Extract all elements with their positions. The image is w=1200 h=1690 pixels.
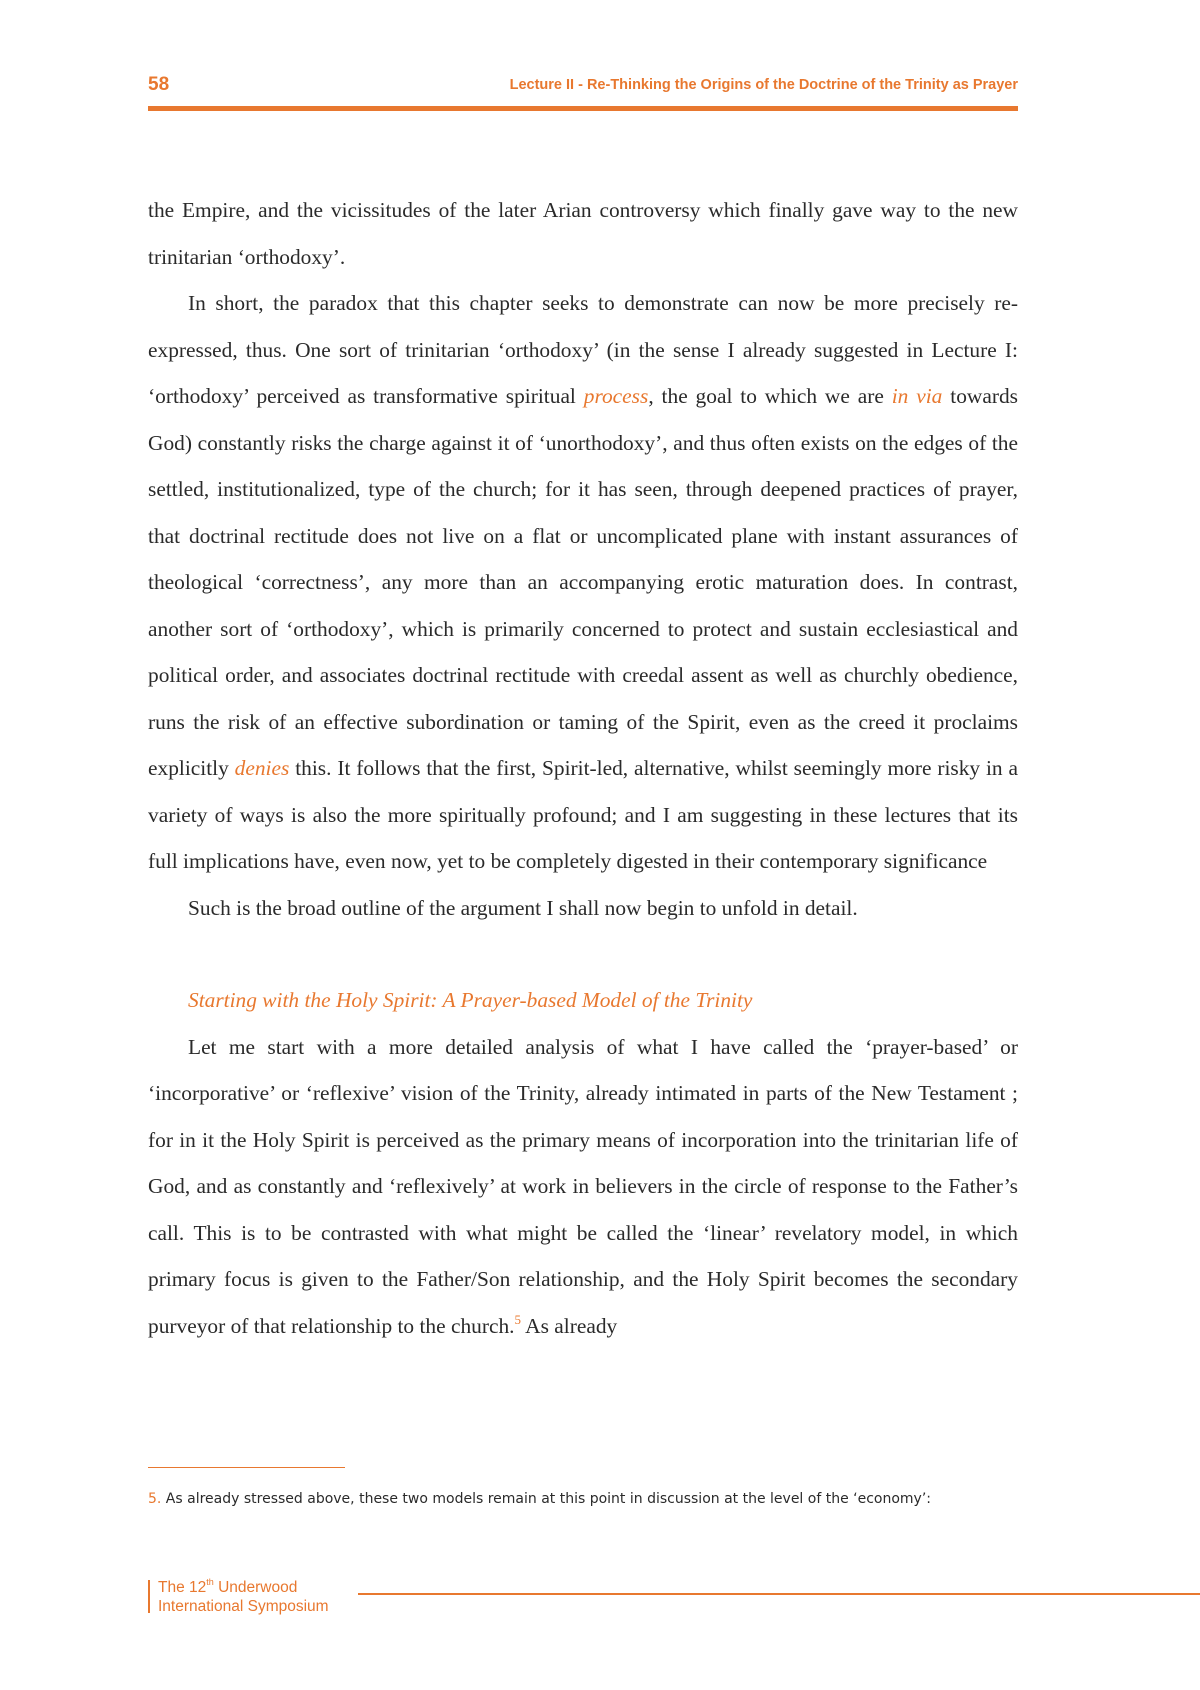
paragraph-4 xyxy=(148,1024,1018,1350)
body-text xyxy=(148,187,1018,1349)
header-divider xyxy=(148,106,1018,111)
paragraph-1: the Empire, and the vicissitudes of the later Arian controversy which finally gave way to the new trinitarian ‘orthodoxy’. xyxy=(148,198,1018,269)
footer-line-2: International Symposium xyxy=(158,1598,329,1615)
footer-accent-bar xyxy=(148,1580,150,1613)
paragraph-2 xyxy=(148,280,1018,885)
footer-divider xyxy=(358,1593,1200,1595)
footer-publication-title xyxy=(158,1578,329,1616)
paragraph-2-text-b: , the goal to which we are xyxy=(648,384,892,408)
running-title: Lecture II - Re-Thinking the Origins of the Doctrine of the Trinity as Prayer xyxy=(509,77,1018,93)
footer-line-1-text: The 12 xyxy=(158,1579,207,1596)
footnote-divider xyxy=(148,1467,345,1468)
footnote-text: As already stressed above, these two models remain at this point in discussion at the level of the ‘economy’: xyxy=(161,1491,931,1507)
footer-ordinal: th xyxy=(206,1577,214,1587)
page-header xyxy=(148,74,1018,104)
paragraph-4-text-a: Let me start with a more detailed analysis of what I have called the ‘prayer-based’ or ‘incorporative’ or ‘reflexive’ vision of the Trinity, already intimated in parts of the New Testament ; for in it the Holy Spirit is perceived as the primary means of incorporation into the trinitarian life of God, and as constantly and ‘reflexively’ at work in believers in the circle of response to the Father’s call. This is to be contrasted with what might be called the ‘linear’ revelatory model, in which primary focus is given to the Father/Son relationship, and the Holy Spirit becomes the secondary purveyor of that relationship to the church. xyxy=(148,1034,1018,1338)
emphasis-process: process xyxy=(583,384,649,408)
paragraph-4-text-b: As already xyxy=(521,1313,618,1338)
emphasis-in-via: in via xyxy=(891,384,943,408)
paragraph-2-text-c: towards God) constantly risks the charge against it of ‘unorthodoxy’, and thus often exists on the edges of the settled, institutionalized, type of the church; for it has seen, through deepened practices of prayer, that doctrinal rectitude does not live on a flat or uncomplicated plane with instant assurances of theological ‘correctness’, any more than an accompanying erotic maturation does. In contrast, another sort of ‘orthodoxy’, which is primarily concerned to protect and sustain ecclesiastical and political order, and associates doctrinal rectitude with creedal assent as well as churchly obedience, runs the risk of an effective subordination or taming of the Spirit, even as the creed it proclaims explicitly xyxy=(148,384,1018,780)
paragraph-2-text-d: this. It follows that the first, Spirit-led, alternative, whilst seemingly more risky in a variety of ways is also the more spiritually profound; and I am suggesting in these lectures that its full implications have, even now, yet to be completely digested in their contemporary significance xyxy=(148,756,1018,873)
section-heading: Starting with the Holy Spirit: A Prayer-based Model of the Trinity xyxy=(188,988,753,1012)
emphasis-denies: denies xyxy=(234,756,290,780)
footnote xyxy=(148,1489,1018,1509)
paragraph-3: Such is the broad outline of the argument I shall now begin to unfold in detail. xyxy=(188,895,858,920)
footer-line-1-suffix: Underwood xyxy=(213,1579,298,1596)
page-number: 58 xyxy=(148,74,170,95)
paragraph-2-text-a: In short, the paradox that this chapter seeks to demonstrate can now be more precisely re-expressed, thus. One sort of trinitarian ‘orthodoxy’ (in the sense I already suggested in Lecture I: ‘orthodoxy’ perceived as transformative spiritual xyxy=(148,291,1018,408)
footnote-number: 5. xyxy=(148,1491,162,1507)
footnote-reference[interactable]: 5 xyxy=(514,1311,522,1327)
footer-line-1 xyxy=(158,1578,329,1597)
